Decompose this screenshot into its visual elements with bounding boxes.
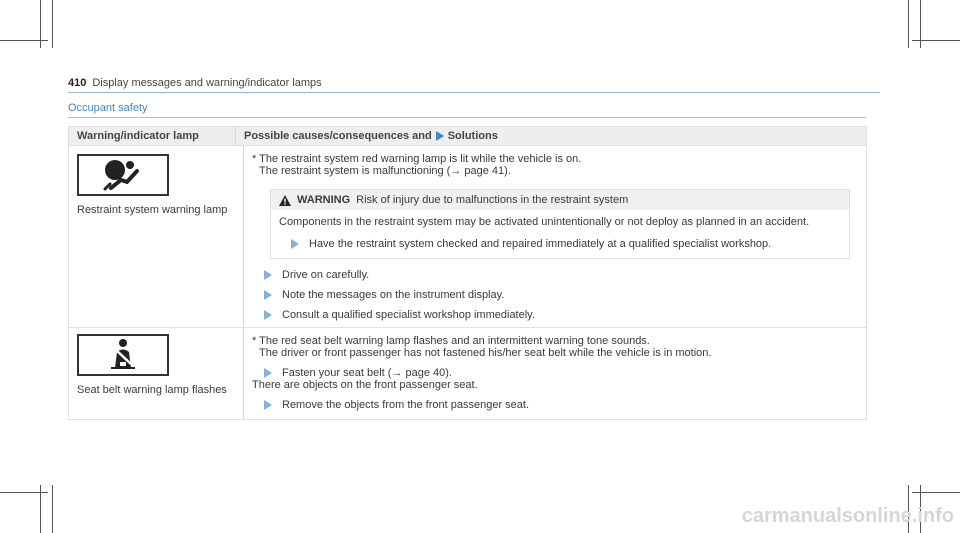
section-title: Occupant safety: [68, 102, 148, 114]
action-text: Note the messages on the instrument display.: [282, 289, 505, 301]
table-row: [69, 327, 866, 419]
cause-text: * The red seat belt warning lamp flashes and an intermittent warning tone sounds.: [252, 335, 650, 347]
play-arrow-icon: [436, 131, 444, 141]
crop-mark: [0, 492, 48, 493]
action-item: [264, 399, 858, 411]
action-item: [264, 289, 858, 301]
warning-triangle-icon: [279, 195, 291, 206]
play-arrow-icon: [291, 239, 299, 249]
cause-text: There are objects on the front passenger seat.: [252, 379, 478, 391]
seat-belt-warning-icon: [77, 334, 169, 376]
crop-mark: [912, 40, 960, 41]
column-header-lamp: Warning/indicator lamp: [69, 127, 236, 145]
cause-text: The restraint system is malfunctioning (→ page 41).: [259, 165, 511, 177]
cause-text: The driver or front passenger has not fastened his/her seat belt while the vehicle is in motion.: [259, 347, 712, 359]
warning-body: [271, 210, 849, 258]
action-text: Fasten your seat belt (→ page 40).: [282, 367, 452, 379]
action-text: Remove the objects from the front passenger seat.: [282, 399, 530, 411]
warning-label: WARNING: [297, 194, 351, 206]
lamp-label: Restraint system warning lamp: [77, 204, 228, 216]
airbag-warning-icon: [77, 154, 169, 196]
warning-header: [271, 190, 849, 210]
action-text: Consult a qualified specialist workshop immediately.: [282, 309, 535, 321]
warning-action-item: [291, 238, 841, 250]
page-header-title: Display messages and warning/indicator lamps: [92, 77, 322, 89]
table-row: [69, 145, 866, 327]
warning-box: [270, 189, 850, 259]
column-header-solutions-label: Solutions: [447, 130, 498, 142]
warning-text: Components in the restraint system may be activated unintentionally or not deploy as planned in an accident.: [279, 216, 810, 228]
play-arrow-icon: [264, 400, 272, 410]
action-item: [264, 367, 858, 379]
section-rule: [68, 117, 866, 118]
cause-cell: [244, 146, 866, 327]
lamp-cell: [69, 146, 244, 327]
crop-mark: [908, 0, 909, 48]
cause-text: * The restraint system red warning lamp is lit while the vehicle is on.: [252, 153, 582, 165]
lamp-table: [68, 126, 867, 420]
warning-title: Risk of injury due to malfunctions in the restraint system: [356, 194, 629, 206]
cause-cell: [244, 328, 866, 419]
warning-action-text: Have the restraint system checked and repaired immediately at a qualified specialist workshop.: [309, 238, 772, 250]
action-item: [264, 309, 858, 321]
lamp-cell: [69, 328, 244, 419]
play-arrow-icon: [264, 290, 272, 300]
column-header-causes-label: Possible causes/consequences and: [244, 130, 432, 142]
crop-mark: [912, 492, 960, 493]
page-header: [68, 77, 322, 89]
header-rule: [68, 92, 880, 93]
action-item: [264, 269, 858, 281]
play-arrow-icon: [264, 368, 272, 378]
play-arrow-icon: [264, 270, 272, 280]
play-arrow-icon: [264, 310, 272, 320]
page-number: 410: [68, 77, 87, 89]
table-header: [69, 127, 866, 145]
column-header-causes: [236, 127, 866, 145]
crop-mark: [52, 0, 53, 48]
action-text: Drive on carefully.: [282, 269, 370, 281]
crop-mark: [52, 485, 53, 533]
watermark: carmanualsonline.info: [741, 505, 954, 527]
crop-mark: [0, 40, 48, 41]
lamp-label: Seat belt warning lamp flashes: [77, 384, 227, 396]
